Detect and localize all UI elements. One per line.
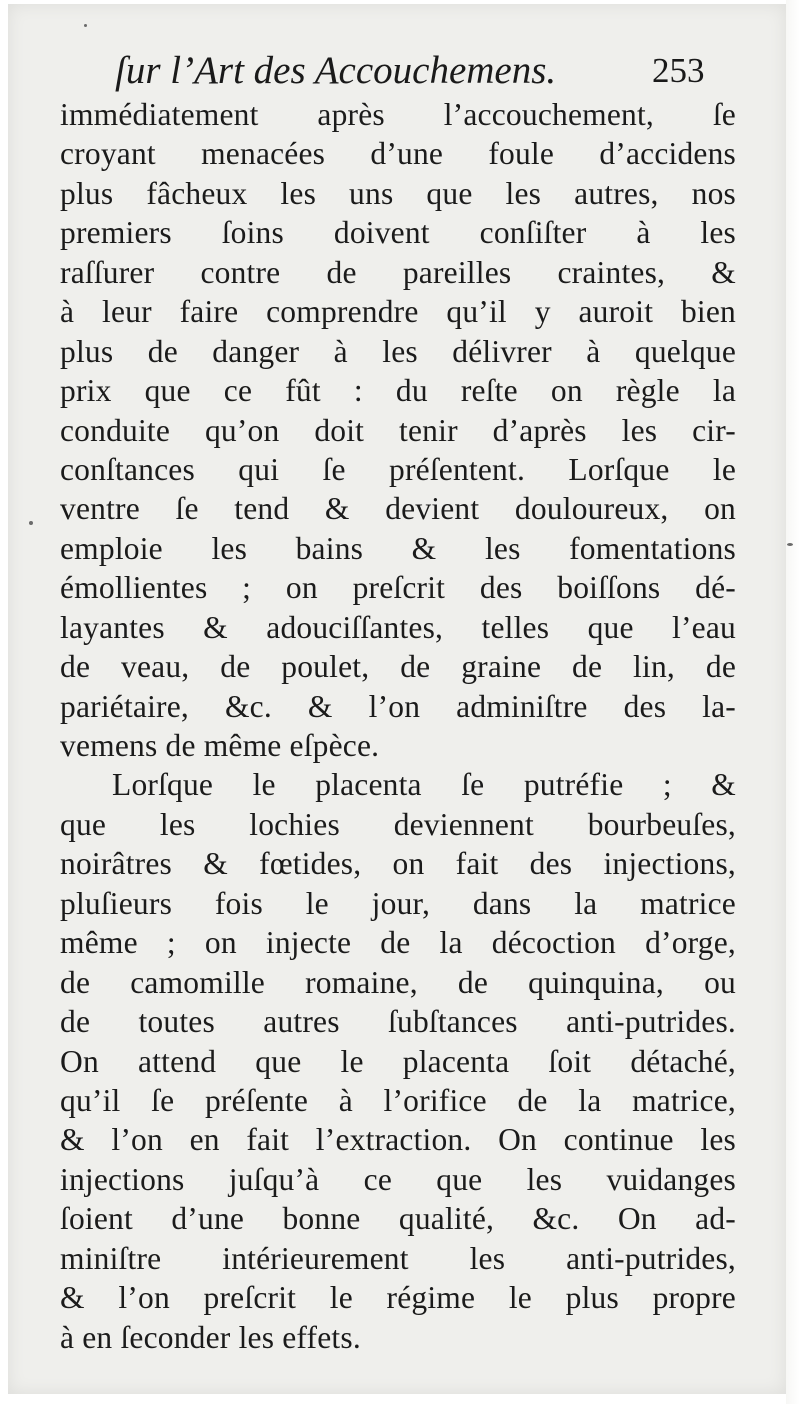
text-line: immédiatement après l’accouchement, ſe [60,97,736,132]
text-line: ſoient d’une bonne qualité, &c. On ad- [60,1201,736,1237]
text-line: à leur faire comprendre qu’il y auroit bien [60,294,736,330]
text-line: même ; on injecte de la décoction d’orge, [60,925,736,961]
text-line: croyant menacées d’une foule d’accidens [60,136,736,172]
text-line: de toutes autres ſubſtances anti-putrides. [60,1004,736,1040]
text-line: émollientes ; on preſcrit des boiſſons dé- [60,570,736,606]
ink-speck [787,543,793,546]
text-line: & l’on preſcrit le régime le plus propre [60,1280,736,1316]
text-line: qu’il ſe préſente à l’orifice de la matrice, [60,1082,736,1118]
page-number: 253 [652,51,705,90]
running-head [0,46,800,96]
text-line: plus fâcheux les uns que les autres, nos [60,175,736,211]
text-line: de veau, de poulet, de graine de lin, de [60,649,736,685]
text-line: à en ſeconder les effets. [60,1319,361,1355]
ink-speck [29,521,33,525]
text-line: conduite qu’on doit tenir d’après les cir- [60,412,736,448]
text-line: injections juſqu’à ce que les vuidanges [60,1161,736,1197]
text-line: conſtances qui ſe préſentent. Lorſque le [60,451,736,487]
text-line: & l’on en fait l’extraction. On continue les [60,1122,736,1158]
text-line: pluſieurs fois le jour, dans la matrice [60,885,736,921]
running-title: ſur l’Art des Accouchemens. [115,49,557,92]
text-line: layantes & adouciſſantes, telles que l’eau [60,609,736,645]
body-text [60,95,736,1357]
text-line: vemens de même eſpèce. [60,728,380,763]
text-line: noirâtres & fœtides, on fait des injections, [60,846,736,882]
text-line: ventre ſe tend & devient douloureux, on [60,491,736,527]
text-line: pariétaire, &c. & l’on adminiſtre des la- [60,688,736,724]
text-line: prix que ce fût : du reſte on règle la [60,373,736,409]
text-line: On attend que le placenta ſoit détaché, [60,1043,736,1079]
text-line: plus de danger à les délivrer à quelque [60,333,736,369]
ink-speck [84,24,87,27]
text-line: raſſurer contre de pareilles craintes, & [60,254,736,290]
paragraph [60,765,736,1357]
text-line: miniſtre intérieurement les anti-putrides, [60,1240,736,1276]
text-line: que les lochies deviennent bourbeuſes, [60,806,736,842]
paragraph [60,95,736,765]
text-line: de camomille romaine, de quinquina, ou [60,964,736,1000]
text-line: premiers ſoins doivent conſiſter à les [60,215,736,251]
page-margin [786,0,800,1404]
text-line: Lorſque le placenta ſe putréfie ; & [112,767,736,803]
text-line: emploie les bains & les fomentations [60,530,736,566]
